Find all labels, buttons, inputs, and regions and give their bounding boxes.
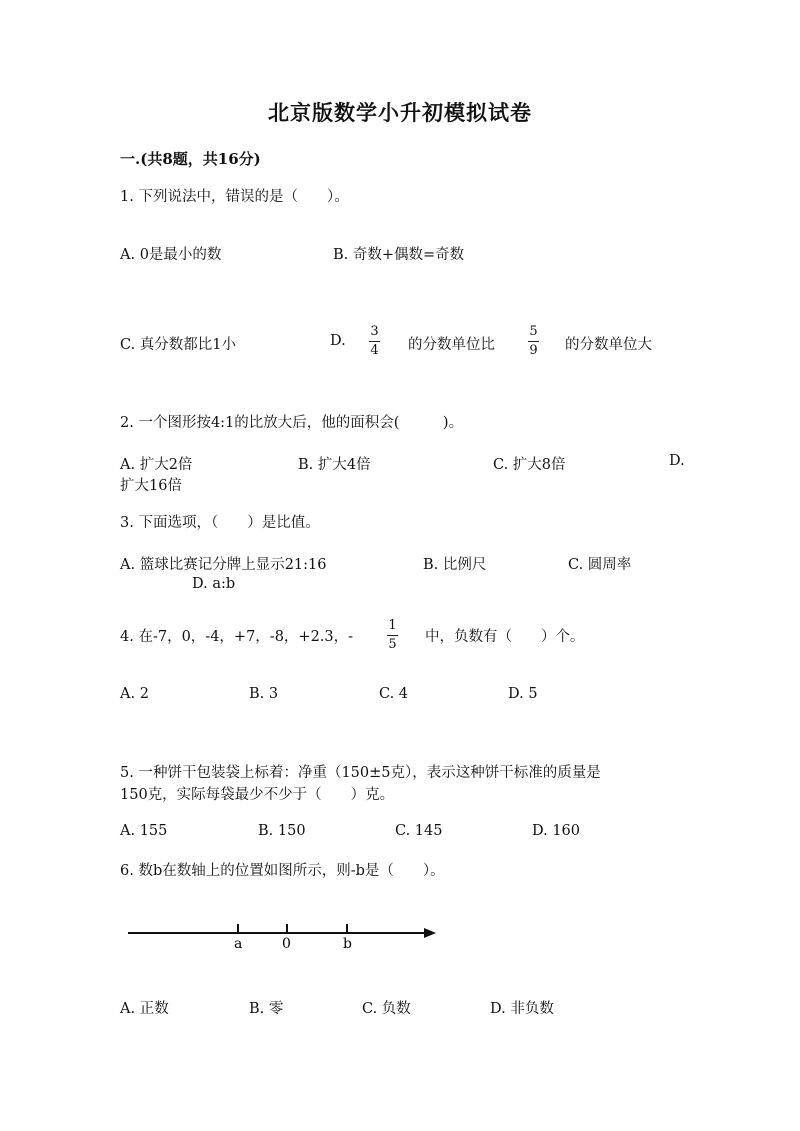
question-2-option-d-label: D. (669, 453, 685, 469)
question-4-option-c: C. 4 (379, 686, 409, 702)
question-2-text: 2. 一个图形按4:1的比放大后，他的面积会( )。 (120, 415, 464, 431)
tick-label-a: a (234, 936, 243, 952)
question-3-option-d: D. a:b (192, 576, 236, 592)
question-3-option-c: C. 圆周率 (568, 557, 632, 573)
question-2-option-c: C. 扩大8倍 (493, 457, 566, 473)
fraction-numerator: 1 (388, 618, 397, 633)
question-6-option-a: A. 正数 (120, 1001, 169, 1017)
number-line-figure (120, 915, 450, 955)
section-heading: 一.(共8题，共16分) (120, 150, 261, 168)
question-1-option-b: B. 奇数+偶数=奇数 (333, 247, 465, 263)
fraction-denominator: 5 (388, 637, 397, 652)
question-3-option-b: B. 比例尺 (423, 557, 487, 573)
question-1-option-d-label: D. (330, 333, 346, 349)
question-1-option-d-end: 的分数单位大 (565, 337, 652, 353)
tick-label-b: b (343, 936, 352, 952)
question-1-option-c: C. 真分数都比1小 (120, 337, 237, 353)
question-6-option-c: C. 负数 (362, 1001, 411, 1017)
fraction-bar (387, 635, 398, 636)
question-5-line-1: 5. 一种饼干包装袋上标着：净重（150±5克），表示这种饼干标准的质量是 (120, 765, 601, 781)
question-5-option-d: D. 160 (532, 823, 581, 839)
question-6-option-d: D. 非负数 (490, 1001, 554, 1017)
fraction-three-quarters (369, 325, 380, 358)
fraction-denominator: 4 (370, 343, 379, 358)
question-1-option-a: A. 0是最小的数 (120, 247, 222, 263)
question-6-text: 6. 数b在数轴上的位置如图所示，则-b是（ ）。 (120, 863, 445, 879)
question-3-text: 3. 下面选项，（ ）是比值。 (120, 515, 320, 531)
fraction-bar (369, 341, 380, 342)
question-4-text-after: 中，负数有（ ）个。 (425, 629, 585, 645)
question-4-option-b: B. 3 (249, 686, 279, 702)
tick-label-zero: 0 (282, 936, 291, 952)
question-2-option-a: A. 扩大2倍 (120, 457, 193, 473)
question-1-option-d-middle: 的分数单位比 (408, 337, 495, 353)
question-3-option-a: A. 篮球比赛记分牌上显示21:16 (120, 557, 327, 573)
question-6-option-b: B. 零 (249, 1001, 284, 1017)
page-title: 北京版数学小升初模拟试卷 (268, 100, 532, 125)
question-5-option-b: B. 150 (258, 823, 306, 839)
fraction-numerator: 3 (370, 324, 379, 339)
question-5-option-c: C. 145 (395, 823, 443, 839)
fraction-bar (528, 341, 539, 342)
question-5-line-2: 150克，实际每袋最少不少于（ ）克。 (120, 787, 395, 803)
question-4-text-before: 4. 在-7，0，-4，+7，-8，+2.3，- (120, 629, 354, 645)
question-5-option-a: A. 155 (120, 823, 168, 839)
fraction-numerator: 5 (529, 324, 538, 339)
question-4-option-d: D. 5 (508, 686, 538, 702)
question-1-text: 1. 下列说法中，错误的是（ ）。 (120, 189, 349, 205)
question-4-option-a: A. 2 (120, 686, 149, 702)
fraction-one-fifth (387, 619, 398, 652)
fraction-denominator: 9 (529, 343, 538, 358)
fraction-five-ninths (528, 325, 539, 358)
number-line-arrow (424, 928, 436, 938)
question-2-option-b: B. 扩大4倍 (298, 457, 371, 473)
question-2-option-d-text: 扩大16倍 (120, 478, 182, 494)
